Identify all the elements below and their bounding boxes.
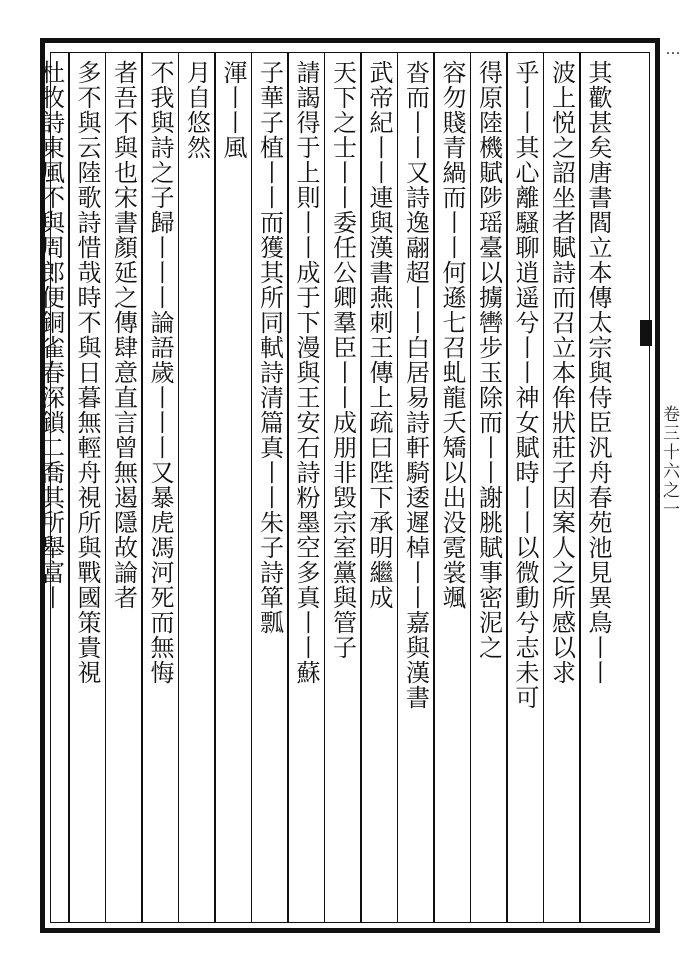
column-rule — [433, 52, 435, 923]
text-column: 者吾不與也宋書顏延之傳肆意直言曾無遏隱故論者 — [109, 60, 138, 610]
column-rule — [543, 52, 545, 923]
column-rule — [397, 52, 399, 923]
text-column: 其歡甚矣唐書閻立本傳太宗與侍臣汎舟春苑池見異鳥丨丨 — [584, 60, 612, 685]
text-column: 沓而丨丨又詩逸翮超丨丨白居易詩軒騎逶遲棹丨丨嘉與漢書 — [401, 60, 430, 710]
column-rule — [324, 52, 326, 923]
fascicle-label: 卷三十六之一 — [659, 405, 679, 519]
column-rule — [506, 52, 508, 923]
text-column: 杜牧詩東風不與周郎便銅雀春深鎖二喬其所舉富丨 — [36, 60, 65, 610]
column-rule — [141, 52, 143, 923]
text-column: 武帝紀丨丨連與漢書燕刺王傳上疏曰陛下承明繼成 — [365, 60, 393, 610]
text-column: 請謁得于上則丨丨成于下漫與王安石詩粉墨空多真丨丨蘇 — [292, 60, 320, 685]
black-tab-mark — [640, 320, 652, 346]
column-rule — [251, 52, 253, 923]
column-rule — [287, 52, 289, 923]
column-rule — [214, 52, 216, 923]
text-column: 乎丨丨其心離騷聊逍遥兮丨丨神女賦時丨丨以微動兮志未可 — [511, 60, 539, 710]
column-rule — [579, 52, 581, 923]
text-column: 不我與詩之子歸丨丨丨論語歲丨丨丨又暴虎馮河死而無悔 — [146, 60, 174, 685]
text-column: 天下之士丨丨委任公卿羣臣丨丨成朋非毀宗室黨與管子 — [328, 60, 357, 660]
column-rule — [68, 52, 70, 923]
text-column: 得原陸機賦陟瑶臺以擄轡步玉除而丨丨謝脁賦事密泥之 — [474, 60, 503, 660]
text-column: 多不與云陸歌詩惜哉時不與日暮無輕舟視所與戰國策貴視 — [73, 60, 101, 685]
column-rule — [470, 52, 472, 923]
text-column: 月自悠然 — [182, 60, 211, 160]
column-rule — [178, 52, 180, 923]
text-column: 波上悦之詔坐者賦詩而召立本侔狀莊子因案人之所感以求 — [547, 60, 576, 685]
column-rule — [105, 52, 107, 923]
text-column: 容勿賤青緺而丨丨何遜七召虬龍夭矯以出没霓裳颯 — [438, 60, 466, 610]
text-column: 子華子植丨丨而獲其所同軾詩清篇真丨丨朱子詩箪瓢 — [255, 60, 284, 635]
column-rule — [360, 52, 362, 923]
text-column: 渾丨丨風 — [219, 60, 247, 160]
margin-top-mark: … — [664, 40, 682, 58]
